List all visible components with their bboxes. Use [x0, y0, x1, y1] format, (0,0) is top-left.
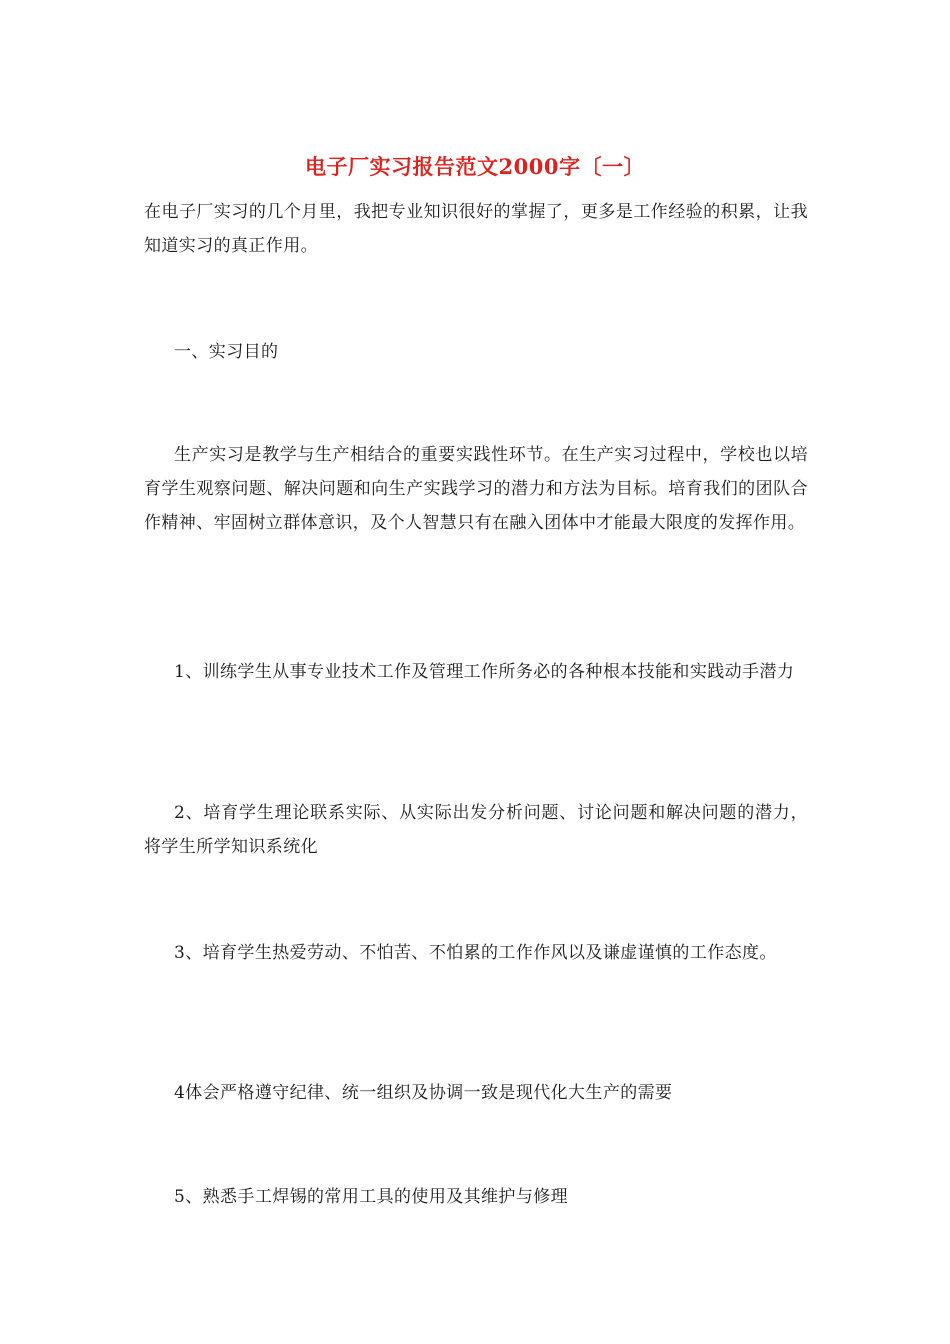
list-item-1: 1、训练学生从事专业技术工作及管理工作所务必的各种根本技能和实践动手潜力: [174, 662, 795, 682]
list-item-4: 4体会严格遵守纪律、统一组织及协调一致是现代化大生产的需要: [174, 1083, 673, 1103]
section-heading-purpose: 一、实习目的: [174, 342, 279, 362]
intro-paragraph: 在电子厂实习的几个月里，我把专业知识很好的掌握了，更多是工作经验的积累，让我知道实习的真正作用。: [144, 202, 808, 256]
list-item-3: 3、培育学生热爱劳动、不怕苦、不怕累的工作作风以及谦虚谨慎的工作态度。: [174, 943, 777, 963]
purpose-paragraph: 生产实习是教学与生产相结合的重要实践性环节。在生产实习过程中，学校也以培育学生观察问题、解决问题和向生产实践学习的潜力和方法为目标。培育我们的团队合作精神、牢固树立群体意识，及个人智慧只有在融入团体中才能最大限度的发挥作用。: [144, 445, 808, 533]
list-item-2: 2、培育学生理论联系实际、从实际出发分析问题、讨论问题和解决问题的潜力，将学生所学知识系统化: [144, 803, 808, 857]
document-title: 电子厂实习报告范文2000字〔一〕: [305, 154, 645, 179]
list-item-5: 5、熟悉手工焊锡的常用工具的使用及其维护与修理: [174, 1187, 569, 1207]
